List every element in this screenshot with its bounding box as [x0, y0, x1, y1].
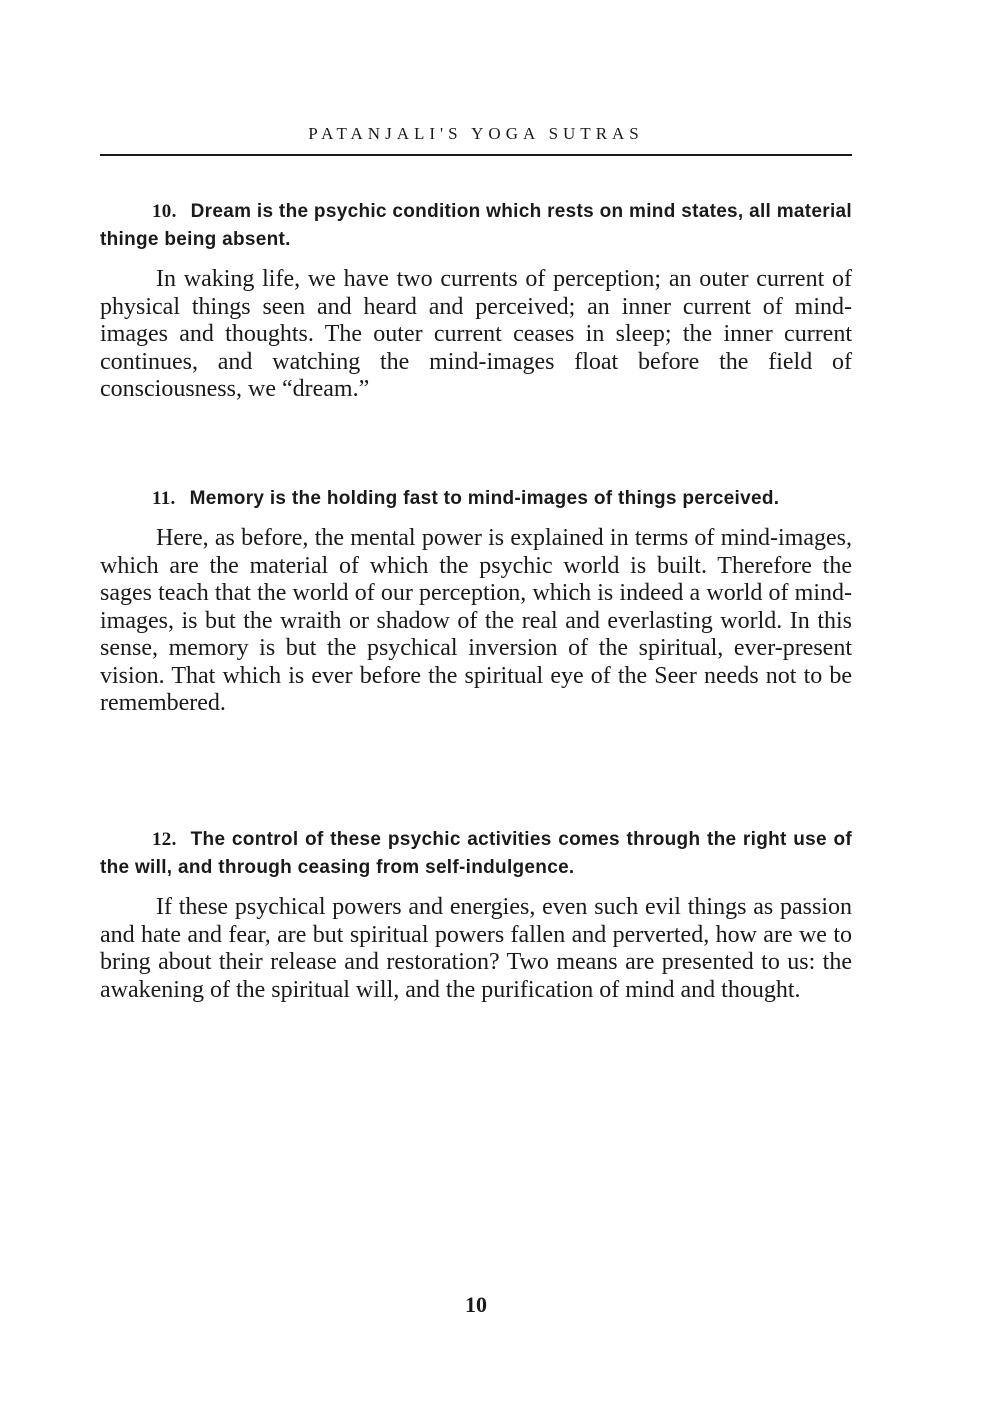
sutra-number: 10.: [152, 201, 177, 222]
sutra-number: 11.: [152, 488, 176, 509]
sutra-text: The control of these psychic activities comes through the right use of the will, and through ceasing from self-indulgence.: [100, 829, 852, 878]
sutra-statement: [100, 826, 852, 882]
sutra-number: 12.: [152, 829, 177, 850]
commentary-paragraph: Here, as before, the mental power is explained in terms of mind-images, which are the material of which the psychic world is built. Therefore the sages teach that the world of our perception, which is indeed a world of mind-images, is but the wraith or shadow of the real and everlasting world. In this sense, memory is but the psychical inversion of the spiritual, ever-present vision. That which is ever before the spiritual eye of the Seer needs not to be remembered.: [100, 525, 852, 716]
sutra-10: [100, 198, 852, 404]
running-head: PATANJALI'S YOGA SUTRAS: [308, 124, 644, 143]
commentary-paragraph: In waking life, we have two currents of perception; an outer current of physical things seen and heard and perceived; an inner current of mind-images and thoughts. The outer current ceases in sleep; the inner current continues, and watching the mind-images float before the field of consciousness, we “dream.”: [100, 266, 852, 402]
sutra-12: [100, 826, 852, 1004]
page-number: 10: [465, 1292, 487, 1317]
sutra-11: [100, 485, 852, 718]
sutra-text: Memory is the holding fast to mind-images of things perceived.: [189, 488, 780, 509]
commentary-paragraph: If these psychical powers and energies, even such evil things as passion and hate and fear, are but spiritual powers fallen and perverted, how are we to bring about their release and restoration? Two means are presented to us: the awakening of the spiritual will, and the purification of mind and thought.: [100, 894, 852, 1003]
sutra-text: Dream is the psychic condition which rests on mind states, all material thinge being absent.: [100, 201, 852, 250]
sutra-statement: [100, 485, 852, 513]
sutra-statement: [100, 198, 852, 254]
header-rule: [100, 154, 852, 156]
